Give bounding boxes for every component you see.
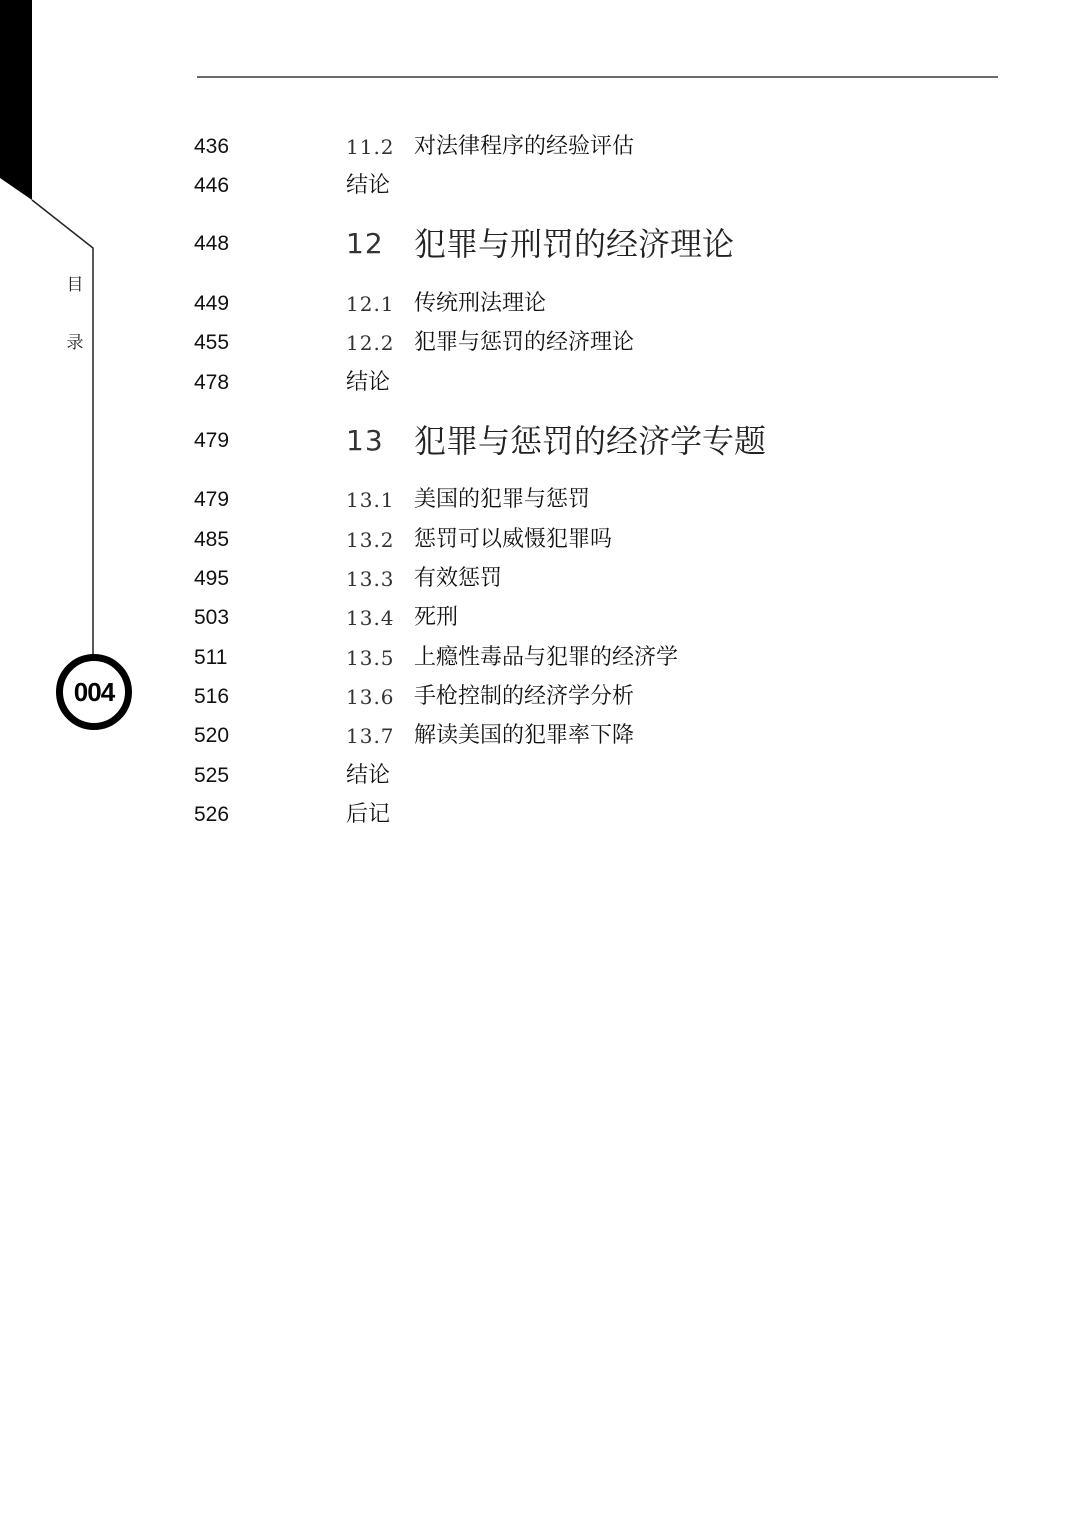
- toc-entry[interactable]: [0, 127, 1080, 167]
- toc-page-number: 503: [194, 606, 230, 629]
- toc-section-number: 11.2: [346, 135, 395, 159]
- toc-section-number: 12.1: [346, 292, 395, 316]
- toc-page-number: 479: [194, 488, 230, 511]
- toc-section-number: 13.7: [346, 724, 395, 748]
- toc-section-number: 13.1: [346, 488, 395, 512]
- toc-entry[interactable]: [0, 716, 1080, 756]
- toc-chapter-entry[interactable]: [0, 411, 1080, 460]
- toc-section-title: 结论: [346, 173, 391, 198]
- toc-section-title: 传统刑法理论: [414, 291, 547, 316]
- toc-chapter-entry[interactable]: [0, 214, 1080, 263]
- toc-section-title: 解读美国的犯罪率下降: [414, 723, 635, 748]
- toc-entry[interactable]: [0, 520, 1080, 560]
- toc-chapter-title: 犯罪与惩罚的经济学专题: [414, 422, 767, 460]
- toc-entry[interactable]: [0, 166, 1080, 206]
- toc-section-title: 后记: [346, 802, 391, 827]
- toc-page-number: 436: [194, 135, 230, 158]
- toc-section-title: 死刑: [414, 605, 459, 630]
- toc-page-number: 520: [194, 724, 230, 747]
- toc-chapter-title: 犯罪与刑罚的经济理论: [414, 225, 735, 263]
- toc-entry[interactable]: [0, 795, 1080, 835]
- toc-section-title: 结论: [346, 763, 391, 788]
- toc-page-number: 525: [194, 764, 230, 787]
- toc-section-title: 上瘾性毒品与犯罪的经济学: [414, 645, 679, 670]
- toc-section-title: 犯罪与惩罚的经济理论: [414, 330, 635, 355]
- toc-section-title: 美国的犯罪与惩罚: [414, 487, 591, 512]
- toc-page-number: 511: [194, 646, 228, 669]
- toc-entry[interactable]: [0, 598, 1080, 638]
- toc-section-title: 结论: [346, 370, 391, 395]
- toc-page-number: 448: [194, 232, 230, 255]
- toc-section-title: 对法律程序的经验评估: [414, 134, 635, 159]
- toc-entry[interactable]: [0, 284, 1080, 324]
- toc-section-title: 惩罚可以威慑犯罪吗: [414, 527, 613, 552]
- toc-page-number: 455: [194, 331, 230, 354]
- toc-entry[interactable]: [0, 363, 1080, 403]
- toc-entry[interactable]: [0, 638, 1080, 678]
- toc-page-number: 479: [194, 429, 230, 452]
- toc-entry[interactable]: [0, 480, 1080, 520]
- toc-section-number: 13.4: [346, 606, 395, 630]
- header-rule: [197, 76, 998, 78]
- toc-section-number: 12.2: [346, 331, 395, 355]
- toc-page-number: 478: [194, 371, 230, 394]
- toc-section-number: 13.2: [346, 528, 395, 552]
- toc-page-number: 526: [194, 803, 230, 826]
- toc-page-number: 449: [194, 292, 230, 315]
- toc-page-number: 516: [194, 685, 230, 708]
- toc-section-title: 有效惩罚: [414, 566, 503, 591]
- toc-page-number: 485: [194, 528, 230, 551]
- toc-section-number: 13.5: [346, 646, 395, 670]
- toc-page-number: 495: [194, 567, 230, 590]
- toc-entry[interactable]: [0, 756, 1080, 796]
- toc-chapter-number: 12: [346, 227, 384, 260]
- toc-entry[interactable]: [0, 677, 1080, 717]
- toc-section-number: 13.6: [346, 685, 395, 709]
- toc-section-title: 手枪控制的经济学分析: [414, 684, 635, 709]
- toc-entry[interactable]: [0, 559, 1080, 599]
- toc-page-number: 446: [194, 174, 230, 197]
- toc-entry[interactable]: [0, 323, 1080, 363]
- toc-side-label: 目: [66, 275, 84, 295]
- toc-chapter-number: 13: [346, 424, 384, 457]
- page-number-badge: 004: [56, 654, 132, 730]
- toc-section-number: 13.3: [346, 567, 395, 591]
- toc-side-label: 录: [66, 333, 84, 353]
